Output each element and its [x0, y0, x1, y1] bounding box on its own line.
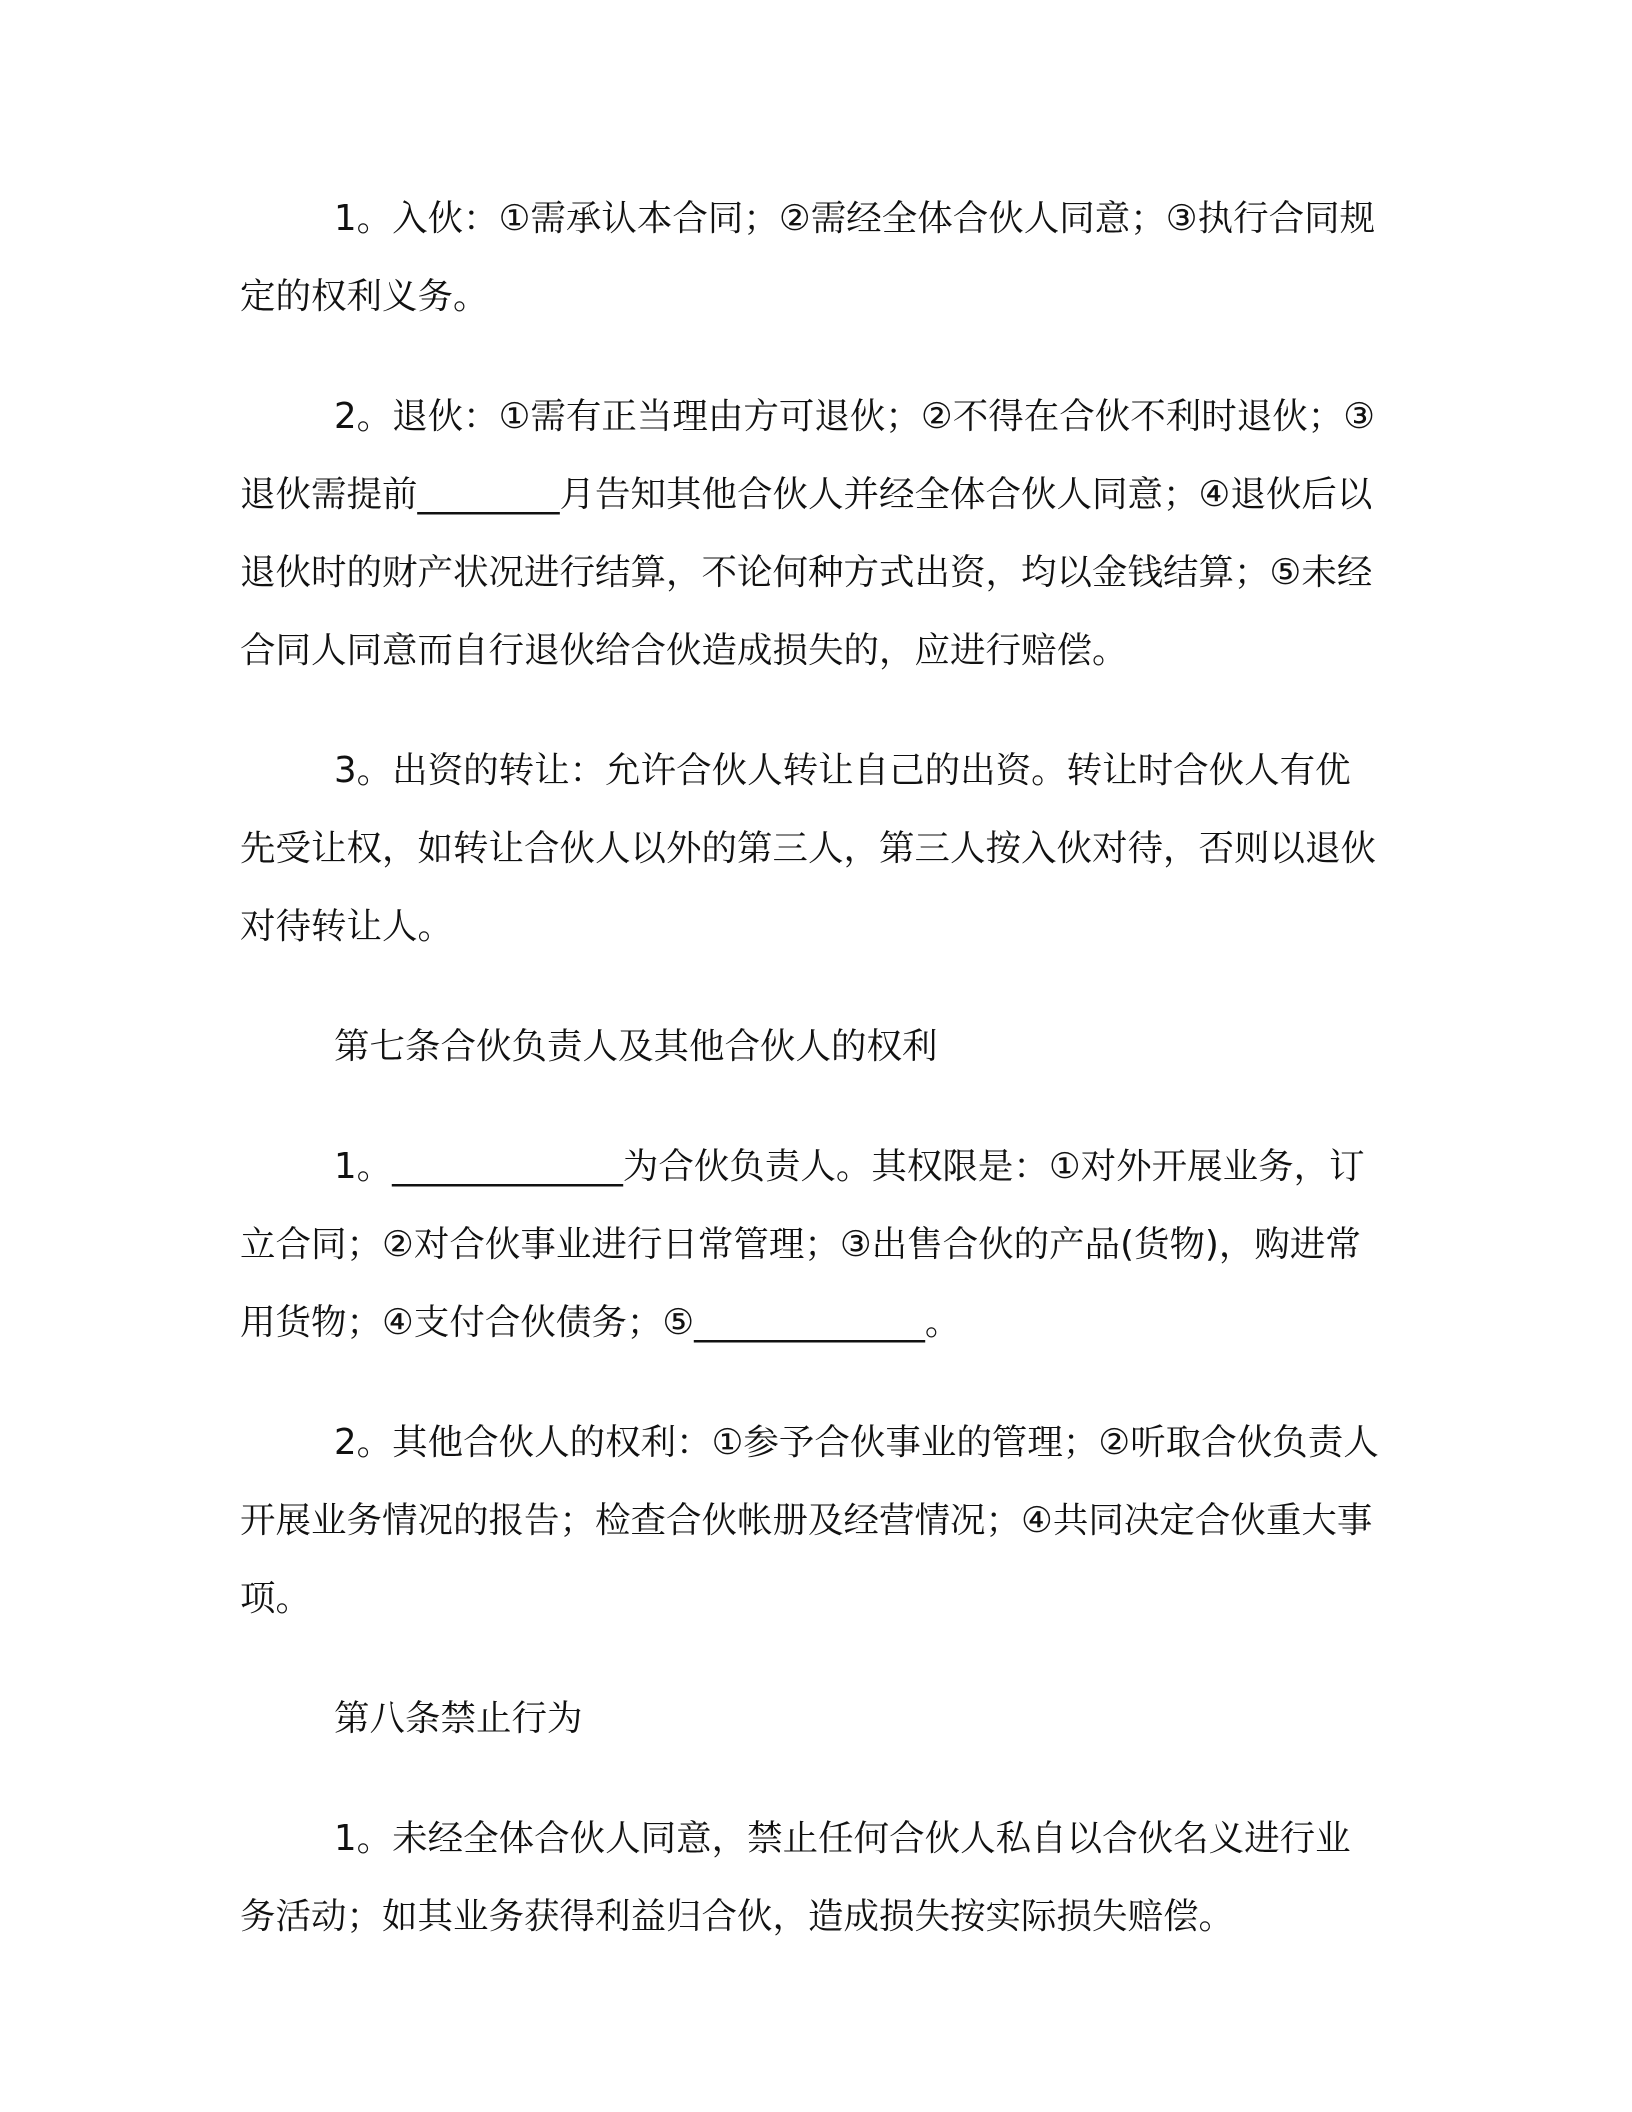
clause-responsible-partner: 1。_____________为合伙负责人。其权限是：①对外开展业务，订立合同；②对合伙事业进行日常管理；③出售合伙的产品(货物)，购进常用货物；④支付合伙债务；⑤_____________。 — [240, 1146, 1365, 1343]
clause-prohibited-acts: 1。未经全体合伙人同意，禁止任何合伙人私自以合伙名义进行业务活动；如其业务获得利益归合伙，造成损失按实际损失赔偿。 — [240, 1818, 1351, 1937]
article-eight-heading: 第八条禁止行为 — [334, 1698, 583, 1739]
clause-capital-transfer: 3。出资的转让：允许合伙人转让自己的出资。转让时合伙人有优先受让权，如转让合伙人以外的第三人，第三人按入伙对待，否则以退伙对待转让人。 — [240, 750, 1377, 947]
document-body — [240, 180, 1380, 1998]
clause-joining: 1。入伙：①需承认本合同；②需经全体合伙人同意；③执行合同规定的权利义务。 — [240, 198, 1376, 317]
clause-withdrawal: 2。退伙：①需有正当理由方可退伙；②不得在合伙不利时退伙；③退伙需提前________月告知其他合伙人并经全体合伙人同意；④退伙后以退伙时的财产状况进行结算，不论何种方式出资，均以金钱结算；⑤未经合同人同意而自行退伙给合伙造成损失的，应进行赔偿。 — [240, 396, 1376, 671]
article-seven-heading: 第七条合伙负责人及其他合伙人的权利 — [334, 1026, 938, 1067]
clause-other-partners-rights: 2。其他合伙人的权利：①参予合伙事业的管理；②听取合伙负责人开展业务情况的报告；检查合伙帐册及经营情况；④共同决定合伙重大事项。 — [240, 1422, 1379, 1619]
